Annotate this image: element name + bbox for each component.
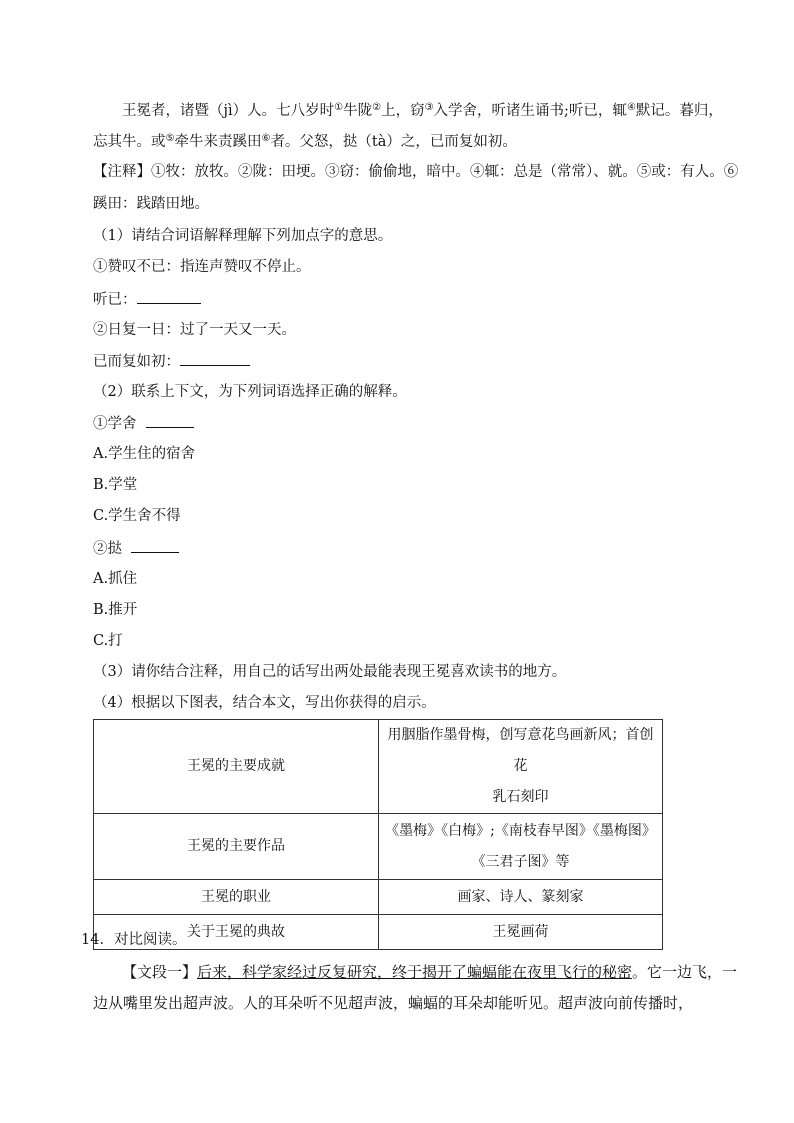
- table-cell-label: 王冕的主要成就: [94, 720, 379, 814]
- question-1-title: （1）请结合词语解释理解下列加点字的意思。: [93, 228, 393, 244]
- option[interactable]: A.抓住: [93, 571, 138, 587]
- item-label: ②挞: [93, 541, 122, 557]
- table-row: [94, 720, 663, 814]
- footnote-marker: ④: [626, 102, 636, 113]
- item-label: ①学舍: [93, 416, 137, 432]
- footnote-marker: ③: [424, 102, 434, 113]
- question-4-title: （4）根据以下图表，结合本文，写出你获得的启示。: [93, 695, 436, 711]
- underlined-text: 后来，科学家经过反复研究，终于揭开了蝙蝠能在夜里飞行的秘密: [197, 963, 633, 981]
- question-2-item: [93, 413, 194, 434]
- question-1-prompt: [93, 351, 250, 372]
- segment-tag: 【文段一】: [122, 963, 198, 981]
- passage-text: 上，窃: [381, 103, 425, 119]
- question-2-title: （2）联系上下文，为下列词语选择正确的解释。: [93, 384, 407, 400]
- passage-paragraph-line2: [93, 127, 705, 158]
- table-cell-label: 王冕的主要作品: [94, 814, 379, 880]
- passage-text: 者。父怒，挞（tà）之，已而复如初。: [270, 134, 517, 150]
- table-cell-label: 王冕的职业: [94, 880, 379, 915]
- option[interactable]: C.学生舍不得: [93, 508, 181, 524]
- table-row: [94, 880, 663, 915]
- passage-text: 牵牛来责蹊田: [174, 134, 262, 150]
- passage-segment-1-line2: 边从嘴里发出超声波。人的耳朵听不见超声波，蝙蝠的耳朵却能听见。超声波向前传播时，: [93, 994, 694, 1012]
- notes-line: 【注释】①牧：放牧。②陇：田埂。③窃：偷偷地，暗中。④辄：总是（常常）、就。⑤或：有人。⑥: [93, 164, 739, 180]
- passage-segment-1: [93, 962, 737, 982]
- passage-text: 。它一边飞，一: [632, 963, 738, 981]
- footnote-marker: ⑤: [165, 133, 175, 144]
- prompt-label: 听已：: [93, 292, 137, 308]
- passage-text: 忘其牛。或: [93, 134, 166, 150]
- footnote-marker: ②: [372, 102, 382, 113]
- table-row: [94, 814, 663, 880]
- footnote-marker: ①: [334, 102, 344, 113]
- passage-paragraph: [93, 96, 734, 127]
- option[interactable]: B.学堂: [93, 477, 138, 493]
- passage-text: 牛陇: [343, 103, 373, 119]
- table-cell-label: 关于王冕的典故: [94, 915, 379, 950]
- question-2-item: [93, 538, 179, 559]
- table-cell-value: 《墨梅》《白梅》;《南枝春早图》《墨梅图》 《三君子图》等: [379, 814, 663, 880]
- question-1-example: ①赞叹不已：指连声赞叹不停止。: [93, 259, 311, 275]
- table-cell-value: 用胭脂作墨骨梅，创写意花鸟画新风；首创花 乳石刻印: [379, 720, 663, 814]
- table-cell-value: 王冕画荷: [379, 915, 663, 950]
- question-14-heading: 14．对比阅读。: [81, 932, 187, 948]
- question-1-example: ②日复一日：过了一天又一天。: [93, 322, 296, 338]
- option[interactable]: A.学生住的宿舍: [93, 446, 196, 462]
- notes-line: 蹊田：践踏田地。: [93, 196, 209, 212]
- passage-text: 王冕者，诸暨（jì）人。七八岁时: [122, 103, 335, 119]
- passage-text: 默记。暮归，: [635, 103, 723, 119]
- footnote-marker: ⑥: [261, 133, 271, 144]
- answer-blank[interactable]: [180, 351, 250, 366]
- option[interactable]: B.推开: [93, 602, 138, 618]
- prompt-label: 已而复如初：: [93, 354, 180, 370]
- wangmian-info-table: [93, 719, 663, 950]
- passage-text: 入学舍，听诸生诵书;听已，辄: [433, 103, 627, 119]
- answer-blank[interactable]: [146, 413, 194, 428]
- table-cell-value: 画家、诗人、篆刻家: [379, 880, 663, 915]
- question-3-title: （3）请你结合注释，用自己的话写出两处最能表现王冕喜欢读书的地方。: [93, 664, 567, 680]
- answer-blank[interactable]: [137, 289, 201, 304]
- question-1-prompt: [93, 289, 201, 310]
- answer-blank[interactable]: [131, 538, 179, 553]
- option[interactable]: C.打: [93, 633, 123, 649]
